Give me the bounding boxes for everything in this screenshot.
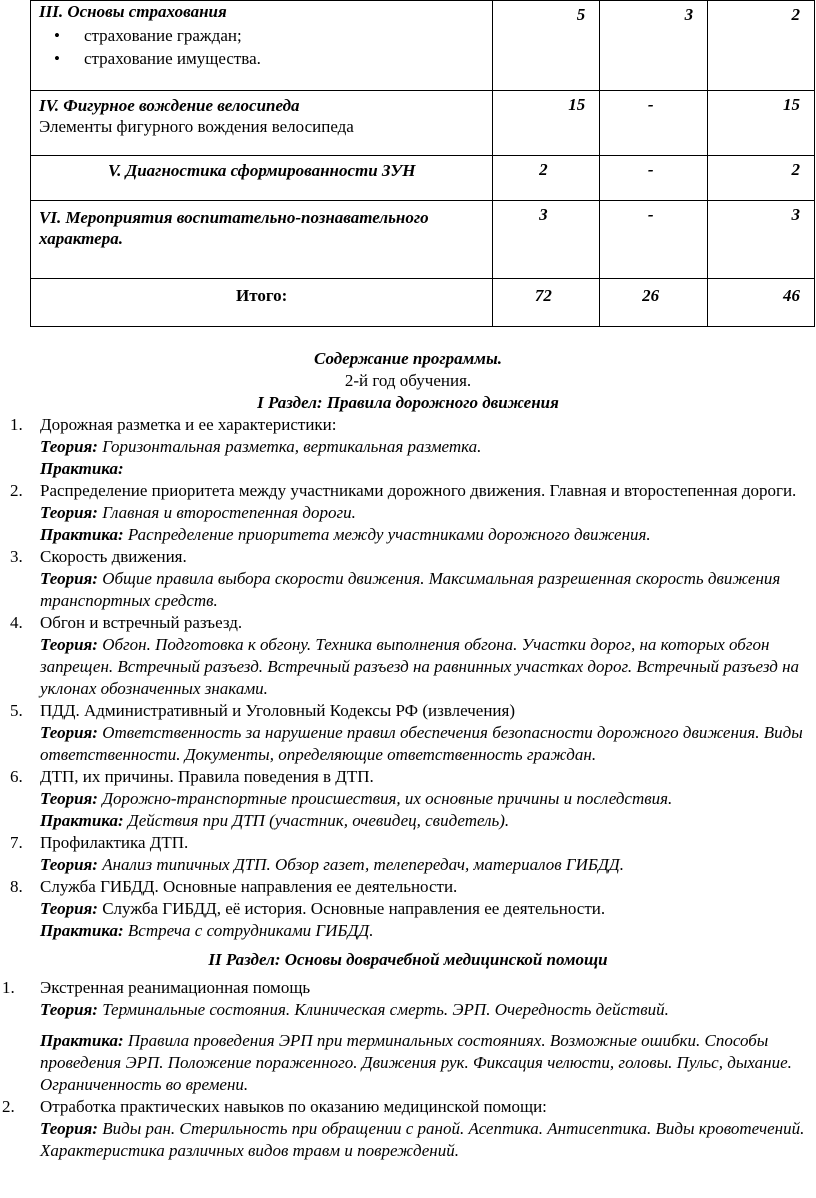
- section-title: II Раздел: Основы доврачебной медицинской помощи: [208, 950, 608, 969]
- item-detail: [40, 920, 814, 942]
- list-item: [0, 480, 816, 546]
- table-cell-total: 3: [493, 201, 600, 279]
- detail-label: Практика:: [40, 1031, 124, 1050]
- detail-label: Практика:: [40, 811, 124, 830]
- item-title: Дорожная разметка и ее характеристики:: [40, 415, 337, 434]
- topic-title: V. Диагностика сформированности ЗУН: [107, 161, 416, 180]
- item-detail: [40, 524, 814, 546]
- item-number: 4.: [10, 613, 23, 632]
- table-cell-theory: -: [600, 201, 708, 279]
- table-cell-theory: 3: [600, 1, 708, 91]
- item-detail: [40, 1030, 814, 1096]
- table-cell-theory: -: [600, 156, 708, 201]
- topic-title: IV. Фигурное вождение велосипеда: [39, 96, 300, 115]
- item-number: 5.: [10, 701, 23, 720]
- list-item: [0, 766, 816, 832]
- item-title: ПДД. Административный и Уголовный Кодексы РФ (извлечения): [40, 701, 515, 720]
- list-item: [0, 414, 816, 480]
- detail-text: Ответственность за нарушение правил обеспечения безопасности дорожного движения. Виды ответственности. Документы, определяющие ответственность граждан.: [40, 723, 803, 764]
- item-detail: [40, 634, 814, 700]
- item-detail: [40, 1118, 814, 1162]
- list-item: [0, 700, 816, 766]
- item-number: 7.: [10, 833, 23, 852]
- list-item: [0, 546, 816, 612]
- detail-label: Практика:: [40, 525, 124, 544]
- list-item: [0, 1096, 816, 1162]
- detail-label: Теория:: [40, 855, 98, 874]
- topic-title: VI. Мероприятия воспитательно-познавательного характера.: [39, 208, 429, 248]
- item-detail: [40, 502, 814, 524]
- item-title: Служба ГИБДД. Основные направления ее деятельности.: [40, 877, 458, 896]
- detail-label: Теория:: [40, 503, 98, 522]
- item-number: 1.: [10, 415, 23, 434]
- section-title: I Раздел: Правила дорожного движения: [257, 393, 559, 412]
- detail-text: Горизонтальная разметка, вертикальная разметка.: [97, 437, 482, 456]
- item-number: 2.: [2, 1097, 15, 1116]
- table-cell-practice: 3: [708, 201, 815, 279]
- topic-title: III. Основы страхования: [39, 2, 227, 21]
- detail-text: Виды ран. Стерильность при обращении с раной. Асептика. Антисептика. Виды кровотечений. Характеристика различных видов травм и повреждений.: [40, 1119, 805, 1160]
- item-detail: [40, 788, 814, 810]
- item-number: 8.: [10, 877, 23, 896]
- curriculum-table: [30, 0, 815, 327]
- table-cell-theory: -: [600, 91, 708, 156]
- item-detail: [40, 568, 814, 612]
- table-cell-practice: 15: [708, 91, 815, 156]
- item-detail: [40, 999, 814, 1021]
- table-cell-practice: 2: [708, 1, 815, 91]
- table-cell-theory: 26: [600, 279, 708, 327]
- detail-label: Теория:: [40, 723, 98, 742]
- list-item: [0, 832, 816, 876]
- table-row: [31, 156, 815, 201]
- table-cell-practice: 2: [708, 156, 815, 201]
- detail-text: Анализ типичных ДТП. Обзор газет, телепередач, материалов ГИБДД.: [97, 855, 624, 874]
- list-item: • страхование имущества.: [84, 47, 484, 70]
- item-number: 3.: [10, 547, 23, 566]
- item-title: Обгон и встречный разъезд.: [40, 613, 243, 632]
- table-cell-total: 5: [493, 1, 600, 91]
- detail-label: Практика:: [40, 459, 124, 478]
- table-cell-practice: 46: [708, 279, 815, 327]
- detail-label: Теория:: [40, 789, 98, 808]
- table-cell-total: 15: [493, 91, 600, 156]
- detail-text: Терминальные состояния. Клиническая смерть. ЭРП. Очередность действий.: [97, 1000, 669, 1019]
- table-row: [31, 91, 815, 156]
- program-content: [0, 348, 816, 1162]
- item-title: Экстренная реанимационная помощь: [40, 978, 311, 997]
- total-label: Итого:: [236, 286, 288, 305]
- list-item: [0, 876, 816, 942]
- detail-label: Практика:: [40, 921, 124, 940]
- table-cell-topic: [31, 201, 493, 279]
- detail-text: Действия при ДТП (участник, очевидец, свидетель).: [123, 811, 510, 830]
- detail-text: Встреча с сотрудниками ГИБДД.: [123, 921, 374, 940]
- item-title: Распределение приоритета между участниками дорожного движения. Главная и второстепенная дороги.: [40, 481, 797, 500]
- topic-bullets: [39, 24, 484, 70]
- list-item: [0, 977, 816, 1096]
- table-cell-topic: [31, 1, 493, 91]
- item-number: 1.: [2, 978, 15, 997]
- detail-text: Главная и второстепенная дороги.: [97, 503, 356, 522]
- item-title: Отработка практических навыков по оказанию медицинской помощи:: [40, 1097, 547, 1116]
- detail-text: Служба ГИБДД, её история. Основные направления ее деятельности.: [97, 899, 606, 918]
- year-subtitle: 2-й год обучения.: [344, 371, 472, 390]
- section-list: [0, 977, 816, 1162]
- item-detail: [40, 898, 814, 920]
- detail-text: Правила проведения ЭРП при терминальных состояниях. Возможные ошибки. Способы проведения ЭРП. Положение пораженного. Движения рук. Фиксация челюсти, головы. Пульс, дыхание. Ограниченность во времени.: [40, 1031, 792, 1094]
- detail-label: Теория:: [40, 635, 98, 654]
- detail-label: Теория:: [40, 899, 98, 918]
- table-cell-topic: [31, 91, 493, 156]
- detail-label: Теория:: [40, 569, 98, 588]
- item-number: 2.: [10, 481, 23, 500]
- item-detail: [40, 722, 814, 766]
- item-title: Профилактика ДТП.: [40, 833, 189, 852]
- detail-text: Обгон. Подготовка к обгону. Техника выполнения обгона. Участки дорог, на которых обгон запрещен. Встречный разъезд. Встречный разъезд на равнинных участках дорог. Встречный разъезд на уклонах обозначенных знаками.: [40, 635, 800, 698]
- detail-text: Распределение приоритета между участниками дорожного движения.: [123, 525, 651, 544]
- table-row: [31, 201, 815, 279]
- item-title: Скорость движения.: [40, 547, 187, 566]
- list-item: • страхование граждан;: [84, 24, 484, 47]
- item-detail: [40, 436, 814, 458]
- table-cell-total: 2: [493, 156, 600, 201]
- table-cell-total: 72: [493, 279, 600, 327]
- detail-text: Дорожно-транспортные происшествия, их основные причины и последствия.: [97, 789, 673, 808]
- item-detail: [40, 810, 814, 832]
- detail-label: Теория:: [40, 1000, 98, 1019]
- section-list: [0, 414, 816, 942]
- detail-label: Теория:: [40, 1119, 98, 1138]
- item-detail: [40, 458, 814, 480]
- table-cell-topic: [31, 279, 493, 327]
- list-item: [0, 612, 816, 700]
- topic-text: Элементы фигурного вождения велосипеда: [39, 117, 354, 136]
- detail-label: Теория:: [40, 437, 98, 456]
- item-number: 6.: [10, 767, 23, 786]
- item-title: ДТП, их причины. Правила поведения в ДТП.: [40, 767, 374, 786]
- table-row: [31, 1, 815, 91]
- page-title: Содержание программы.: [313, 349, 502, 368]
- table-row: [31, 279, 815, 327]
- table-cell-topic: [31, 156, 493, 201]
- detail-text: Общие правила выбора скорости движения. Максимальная разрешенная скорость движения транспортных средств.: [40, 569, 781, 610]
- item-detail: [40, 854, 814, 876]
